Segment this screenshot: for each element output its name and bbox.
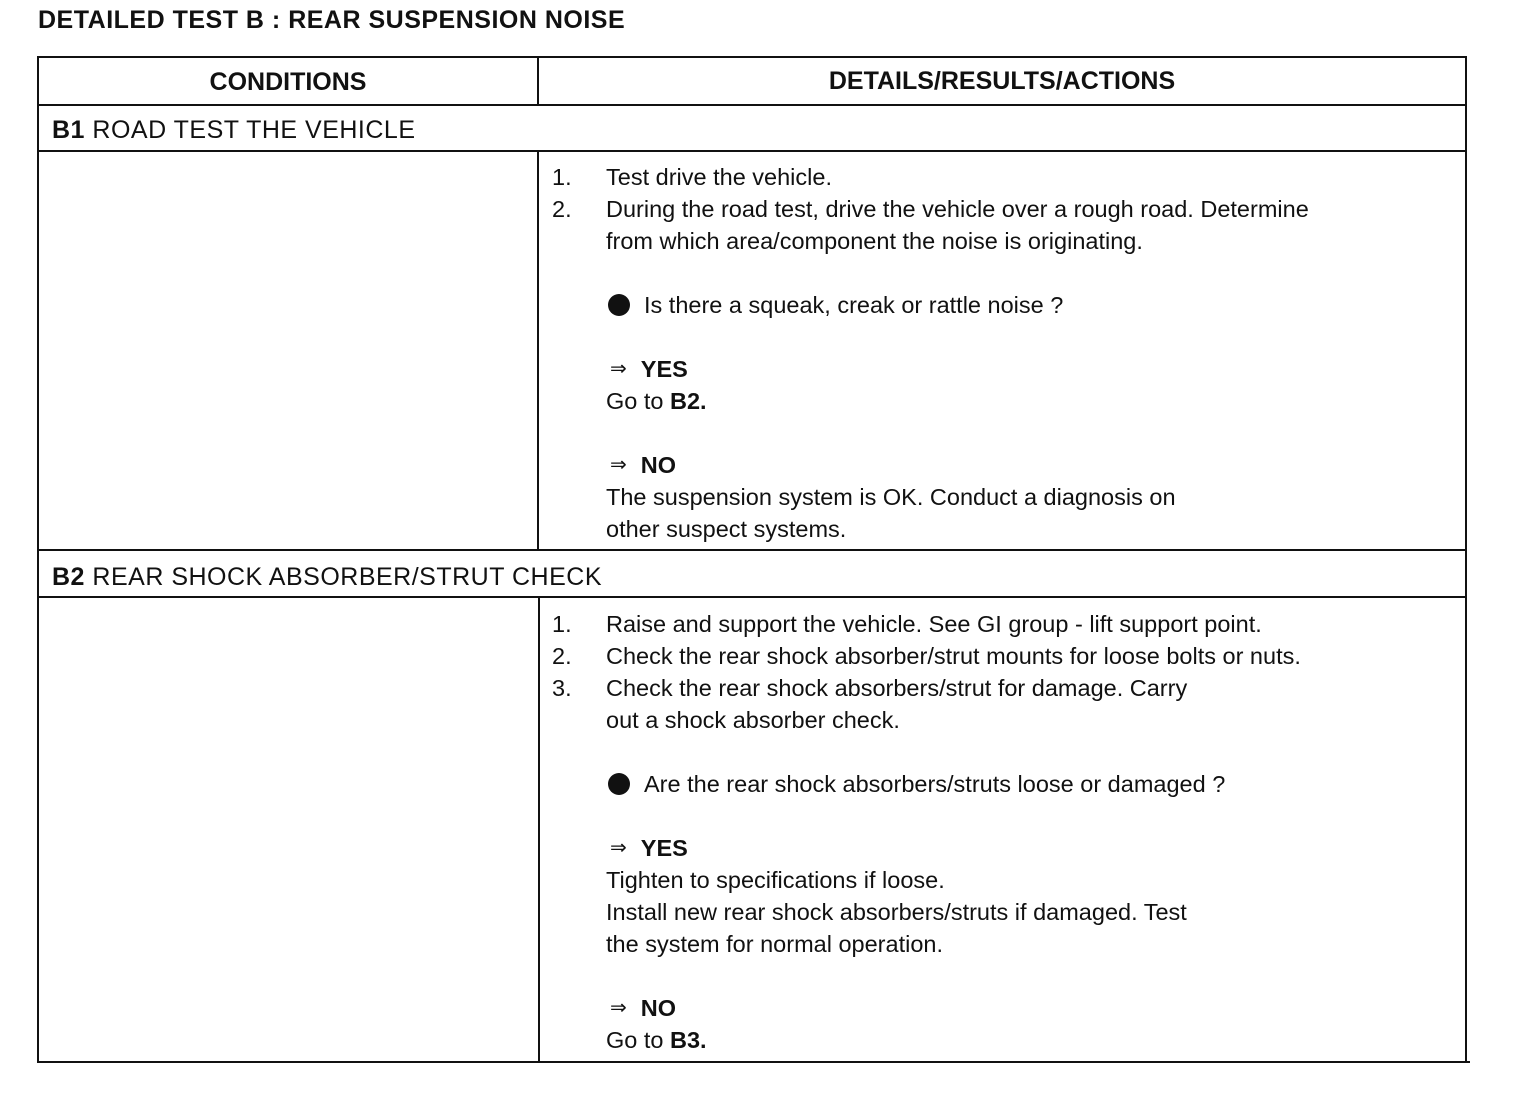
step-text-continued: from which area/component the noise is originating.: [606, 228, 1143, 254]
no-label: NO: [640, 995, 677, 1021]
step-item: [552, 640, 1301, 672]
step-number: 2.: [552, 643, 572, 669]
yes-action-text: Tighten to specifications if loose.: [606, 867, 945, 893]
section-code: B2: [52, 563, 85, 591]
b2-row-divider: [37, 596, 1467, 598]
b2-details: [552, 608, 1301, 1056]
yes-action-text: Install new rear shock absorbers/struts if damaged. Test: [606, 899, 1187, 925]
step-text: Test drive the vehicle.: [606, 164, 832, 190]
section-b1-title: [52, 116, 416, 145]
no-answer: [606, 992, 1301, 1024]
arrow-right-icon: ⇒: [610, 454, 627, 476]
step-text-continued: out a shock absorber check.: [606, 707, 900, 733]
table-border-top: [37, 56, 1467, 58]
question: [606, 289, 1309, 321]
yes-answer: [606, 832, 1301, 864]
yes-action: [606, 385, 1309, 417]
table-border-right: [1465, 56, 1467, 1063]
b1-details: [552, 161, 1309, 545]
no-action-ref: B3.: [670, 1027, 707, 1053]
question-text: Are the rear shock absorbers/struts loose or damaged ?: [644, 771, 1226, 797]
no-action-text: Go to: [606, 1027, 664, 1053]
arrow-right-icon: ⇒: [610, 997, 627, 1019]
step-text: Check the rear shock absorbers/strut for damage. Carry: [606, 675, 1188, 701]
section-b2-title: [52, 563, 602, 592]
no-label: NO: [640, 452, 677, 478]
document-title: DETAILED TEST B : REAR SUSPENSION NOISE: [38, 6, 626, 34]
yes-action-ref: B2.: [670, 388, 707, 414]
table-border-left: [37, 56, 39, 1063]
step-text: Check the rear shock absorber/strut mounts for loose bolts or nuts.: [606, 643, 1301, 669]
step-item: [552, 193, 1309, 225]
step-number: 2.: [552, 196, 572, 222]
section-name: ROAD TEST THE VEHICLE: [92, 116, 416, 144]
yes-answer: [606, 353, 1309, 385]
question-text: Is there a squeak, creak or rattle noise ?: [644, 292, 1064, 318]
step-item: [552, 608, 1301, 640]
question: [606, 768, 1301, 800]
column-divider-b1: [537, 151, 539, 550]
step-text: During the road test, drive the vehicle over a rough road. Determine: [606, 196, 1309, 222]
step-number: 3.: [552, 675, 572, 701]
no-action-text: The suspension system is OK. Conduct a diagnosis on: [606, 484, 1176, 510]
arrow-right-icon: ⇒: [610, 837, 627, 859]
step-text: Raise and support the vehicle. See GI group - lift support point.: [606, 611, 1262, 637]
header-conditions: CONDITIONS: [209, 68, 367, 96]
section-name: REAR SHOCK ABSORBER/STRUT CHECK: [92, 563, 603, 591]
step-item: [552, 672, 1301, 704]
b1-row-divider: [37, 150, 1467, 152]
no-answer: [606, 449, 1309, 481]
b2-row-top: [37, 549, 1467, 551]
no-action: [606, 1024, 1301, 1056]
header-divider: [37, 104, 1467, 106]
step-number: 1.: [552, 164, 572, 190]
step-item: [552, 161, 1309, 193]
bullet-icon: [608, 773, 630, 795]
table-border-bottom: [37, 1061, 1470, 1063]
column-divider-b2: [538, 597, 540, 1063]
no-action-text: other suspect systems.: [606, 516, 847, 542]
yes-action-text: Go to: [606, 388, 664, 414]
step-number: 1.: [552, 611, 572, 637]
yes-action-text: the system for normal operation.: [606, 931, 943, 957]
arrow-right-icon: ⇒: [610, 358, 627, 380]
header-details: DETAILS/RESULTS/ACTIONS: [828, 67, 1176, 95]
yes-label: YES: [640, 835, 688, 861]
bullet-icon: [608, 294, 630, 316]
yes-label: YES: [640, 356, 688, 382]
section-code: B1: [52, 116, 85, 144]
